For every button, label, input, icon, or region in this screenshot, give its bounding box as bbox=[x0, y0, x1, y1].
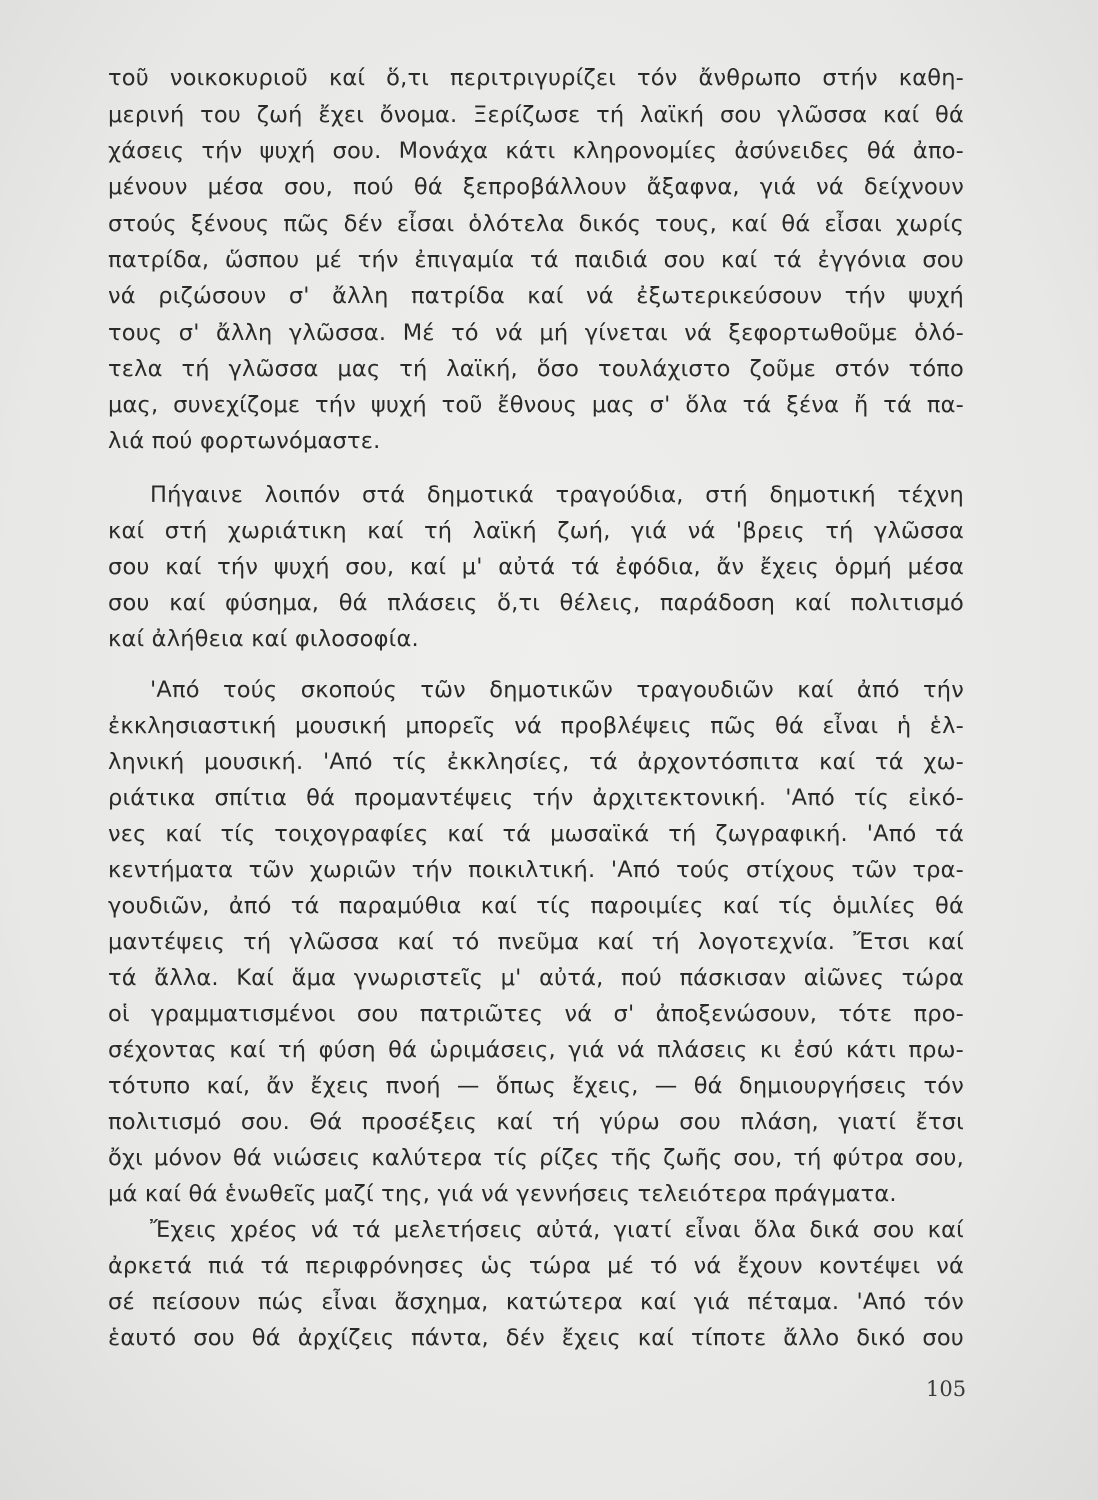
text-line: ἐκκλησιαστική μουσική μπορεῖς νά προβλέψεις πῶς θά εἶναι ἡ ἑλ- bbox=[108, 713, 964, 739]
text-line: κεντήματα τῶν χωριῶν τήν ποικιλτική. 'Από τούς στίχους τῶν τρα- bbox=[108, 857, 964, 883]
text-line: 'Από τούς σκοπούς τῶν δημοτικῶν τραγουδιῶν καί ἀπό τήν bbox=[150, 677, 964, 703]
text-line: χάσεις τήν ψυχή σου. Μονάχα κάτι κληρονομίες ἀσύνειδες θά ἀπο- bbox=[108, 138, 964, 164]
text-line: σου καί τήν ψυχή σου, καί μ' αὐτά τά ἐφόδια, ἄν ἔχεις ὁρμή μέσα bbox=[108, 554, 964, 580]
text-line: τελα τή γλῶσσα μας τή λαϊκή, ὅσο τουλάχιστο ζοῦμε στόν τόπο bbox=[108, 356, 964, 382]
text-line: καί ἀλήθεια καί φιλοσοφία. bbox=[108, 626, 419, 652]
text-line: σέχοντας καί τή φύση θά ὡριμάσεις, γιά νά πλάσεις κι ἐσύ κάτι πρω- bbox=[108, 1037, 964, 1063]
text-line: οἱ γραμματισμένοι σου πατριῶτες νά σ' ἀποξενώσουν, τότε προ- bbox=[108, 1001, 964, 1027]
text-line: Πήγαινε λοιπόν στά δημοτικά τραγούδια, στή δημοτική τέχνη bbox=[150, 482, 964, 508]
text-line: ὄχι μόνον θά νιώσεις καλύτερα τίς ρίζες τῆς ζωῆς σου, τή φύτρα σου, bbox=[108, 1145, 964, 1171]
text-line: μαντέψεις τή γλῶσσα καί τό πνεῦμα καί τή λογοτεχνία. Ἔτσι καί bbox=[108, 929, 964, 955]
text-line: μά καί θά ἑνωθεῖς μαζί της, γιά νά γεννήσεις τελειότερα πράγματα. bbox=[108, 1181, 897, 1207]
text-line: τους σ' ἄλλη γλῶσσα. Μέ τό νά μή γίνεται νά ξεφορτωθοῦμε ὁλό- bbox=[108, 320, 964, 346]
text-line: στούς ξένους πῶς δέν εἶσαι ὁλότελα δικός τους, καί θά εἶσαι χωρίς bbox=[108, 211, 964, 237]
page-number: 105 bbox=[926, 1377, 967, 1401]
text-line: νά ριζώσουν σ' ἄλλη πατρίδα καί νά ἐξωτερικεύσουν τήν ψυχή bbox=[108, 283, 964, 309]
text-line: σέ πείσουν πώς εἶναι ἄσχημα, κατώτερα καί γιά πέταμα. 'Από τόν bbox=[108, 1289, 964, 1315]
text-line: νες καί τίς τοιχογραφίες καί τά μωσαϊκά τή ζωγραφική. 'Από τά bbox=[108, 821, 964, 847]
text-line: ἀρκετά πιά τά περιφρόνησες ὡς τώρα μέ τό νά ἔχουν κοντέψει νά bbox=[108, 1253, 964, 1279]
text-line: πατρίδα, ὥσπου μέ τήν ἐπιγαμία τά παιδιά σου καί τά ἐγγόνια σου bbox=[108, 247, 964, 273]
text-line: μερινή του ζωή ἔχει ὄνομα. Ξερίζωσε τή λαϊκή σου γλῶσσα καί θά bbox=[108, 102, 964, 128]
text-line: ἑαυτό σου θά ἀρχίζεις πάντα, δέν ἔχεις καί τίποτε ἄλλο δικό σου bbox=[108, 1325, 964, 1351]
text-line: καί στή χωριάτικη καί τή λαϊκή ζωή, γιά νά 'βρεις τή γλῶσσα bbox=[108, 518, 964, 544]
text-line: σου καί φύσημα, θά πλάσεις ὅ,τι θέλεις, παράδοση καί πολιτισμό bbox=[108, 590, 964, 616]
text-line: τοῦ νοικοκυριοῦ καί ὅ,τι περιτριγυρίζει τόν ἄνθρωπο στήν καθη- bbox=[108, 65, 964, 91]
text-line: γουδιῶν, ἀπό τά παραμύθια καί τίς παροιμίες καί τίς ὁμιλίες θά bbox=[108, 893, 964, 919]
text-line: ληνική μουσική. 'Από τίς ἐκκλησίες, τά ἀρχοντόσπιτα καί τά χω- bbox=[108, 749, 964, 775]
text-line: τά ἄλλα. Καί ἅμα γνωριστεῖς μ' αὐτά, πού πάσκισαν αἰῶνες τώρα bbox=[108, 965, 964, 991]
text-line: τότυπο καί, ἄν ἔχεις πνοή — ὅπως ἔχεις, — θά δημιουργήσεις τόν bbox=[108, 1073, 964, 1099]
text-line: ριάτικα σπίτια θά προμαντέψεις τήν ἀρχιτεκτονική. 'Από τίς εἰκό- bbox=[108, 785, 964, 811]
text-line: Ἔχεις χρέος νά τά μελετήσεις αὐτά, γιατί εἶναι ὅλα δικά σου καί bbox=[150, 1217, 964, 1243]
text-line: πολιτισμό σου. Θά προσέξεις καί τή γύρω σου πλάση, γιατί ἔτσι bbox=[108, 1109, 964, 1135]
text-line: λιά πού φορτωνόμαστε. bbox=[108, 428, 381, 454]
text-line: μας, συνεχίζομε τήν ψυχή τοῦ ἔθνους μας σ' ὅλα τά ξένα ἤ τά πα- bbox=[108, 392, 964, 418]
text-line: μένουν μέσα σου, πού θά ξεπροβάλλουν ἄξαφνα, γιά νά δείχνουν bbox=[108, 174, 964, 200]
